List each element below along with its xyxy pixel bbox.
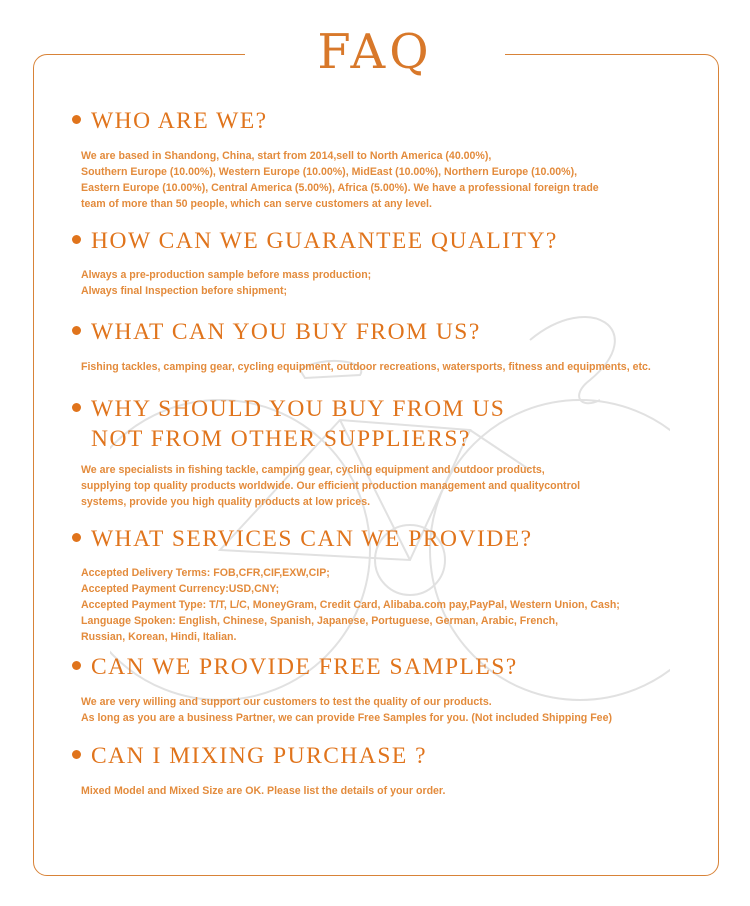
bullet-dot-icon — [72, 235, 81, 244]
faq-question-5: WHAT SERVICES CAN WE PROVIDE? — [72, 524, 533, 554]
faq-question-7: CAN I MIXING PURCHASE ? — [72, 741, 427, 771]
bullet-dot-icon — [72, 661, 81, 670]
bullet-dot-icon — [72, 403, 81, 412]
faq-answer-3: Fishing tackles, camping gear, cycling equipment, outdoor recreations, watersports, fitness and equipments, etc. — [81, 361, 651, 373]
faq-answer-1: We are based in Shandong, China, start from 2014,sell to North America (40.00%), Southern Europe (10.00%), Western Europe (10.00%), MidEast (10.00%), Northern Europe (10.00%), Eastern Europe (10.00%), Central America (5.00%), Africa (5.00%). We have a professional foreign trade team of more than 50 people, which can serve customers at any level. — [81, 150, 599, 210]
bullet-dot-icon — [72, 533, 81, 542]
faq-answer-7: Mixed Model and Mixed Size are OK. Please list the details of your order. — [81, 785, 446, 797]
bullet-dot-icon — [72, 750, 81, 759]
faq-answer-4: We are specialists in fishing tackle, camping gear, cycling equipment and outdoor products, supplying top quality products worldwide. Our efficient production management and qualitycontrol systems, provide you high quality products at low prices. — [81, 464, 581, 508]
faq-answer-5: Accepted Delivery Terms: FOB,CFR,CIF,EXW,CIP; Accepted Payment Currency:USD,CNY; Accepted Payment Type: T/T, L/C, MoneyGram, Credit Card, Alibaba.com pay,PayPal, Western Union, Cash; Language Spoken: English, Chinese, Spanish, Japanese, Portuguese, German, Arabic, French, Russian, Korean, Hindi, Italian. — [81, 567, 620, 643]
faq-question-2: HOW CAN WE GUARANTEE QUALITY? — [72, 226, 558, 256]
page-title: FAQ — [317, 24, 433, 80]
faq-answer-2: Always a pre-production sample before mass production; Always final Inspection before shipment; — [81, 269, 372, 297]
faq-answer-6: We are very willing and support our customers to test the quality of our products. As long as you are a business Partner, we can provide Free Samples for you. (Not included Shipping Fee) — [81, 696, 612, 724]
faq-question-3: WHAT CAN YOU BUY FROM US? — [72, 317, 481, 347]
faq-question-4: WHY SHOULD YOU BUY FROM US NOT FROM OTHER SUPPLIERS? — [72, 394, 505, 454]
bullet-dot-icon — [72, 326, 81, 335]
faq-question-1: WHO ARE WE? — [72, 106, 268, 136]
bullet-dot-icon — [72, 115, 81, 124]
faq-question-6: CAN WE PROVIDE FREE SAMPLES? — [72, 652, 518, 682]
